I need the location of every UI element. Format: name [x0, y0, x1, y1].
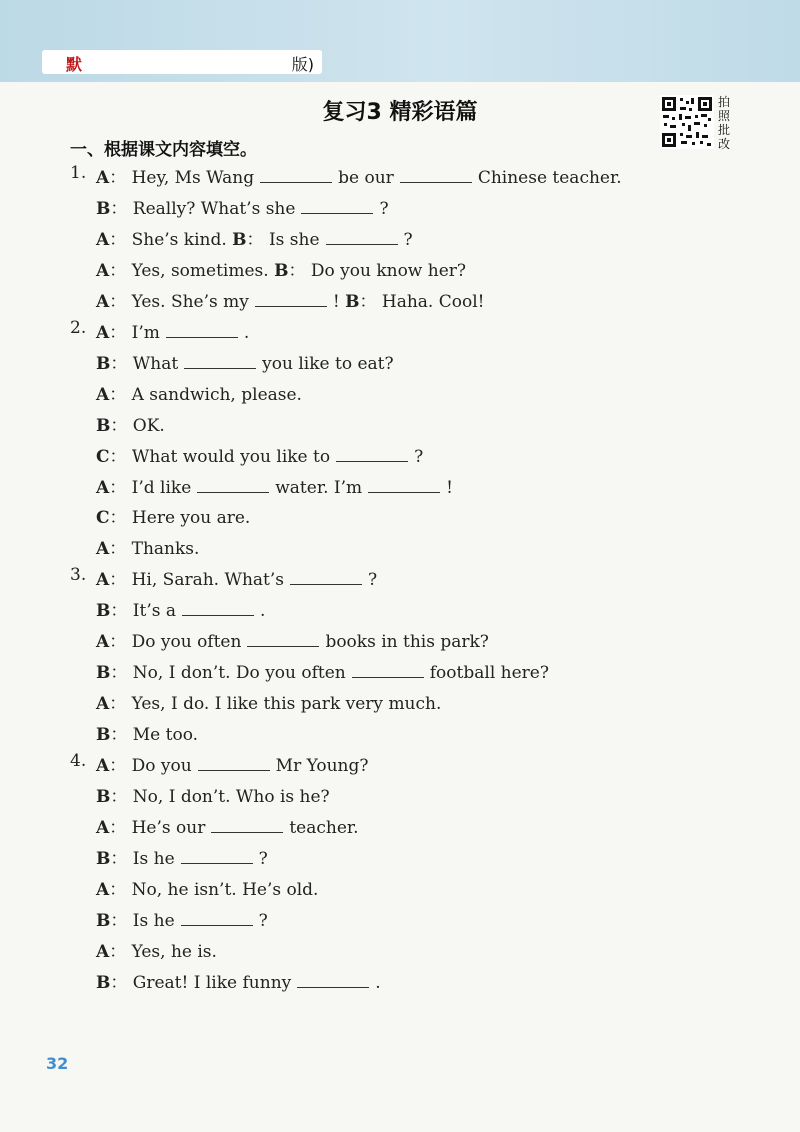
speaker-label: B [96, 725, 111, 746]
qr-code-icon[interactable] [660, 95, 714, 149]
speaker-label: A [96, 879, 110, 900]
dialogue-line [96, 658, 549, 683]
dialogue-line [96, 349, 394, 374]
dialogue-line [96, 751, 368, 776]
dialogue-line [96, 256, 466, 281]
header-label [42, 50, 322, 74]
speaker-label: C [96, 446, 110, 467]
line-text: ： [109, 817, 127, 838]
line-text: ： [109, 508, 127, 529]
line-text: ： [110, 415, 128, 436]
qr-caption-char: 批 [718, 123, 731, 137]
question-number: 1. [70, 163, 87, 183]
line-text: Yes, I do. I like this park very much. [126, 694, 442, 715]
line-text: ! [332, 291, 346, 312]
line-text: ? [368, 570, 378, 591]
speaker-label: B [96, 972, 111, 993]
line-text: be our [338, 168, 394, 188]
line-text: Haha. Cool! [376, 291, 485, 312]
dialogue-line [96, 503, 250, 528]
answer-blank[interactable] [211, 818, 283, 833]
line-text: books in this park? [325, 632, 489, 653]
dialogue-line [96, 720, 198, 745]
line-text: ： [109, 446, 127, 467]
qr-caption-char: 改 [718, 137, 731, 151]
dialogue-line [96, 596, 265, 621]
line-text: ： [109, 291, 127, 312]
question-number: 4. [70, 751, 87, 772]
dialogue-line [96, 287, 485, 312]
line-text: ? [258, 910, 268, 931]
line-text: ： [109, 229, 127, 250]
line-text: She’s kind. [126, 229, 233, 250]
line-text: ： [109, 384, 127, 405]
speaker-label: A [96, 477, 110, 498]
line-text: Is she [263, 229, 320, 250]
answer-blank[interactable] [326, 230, 398, 245]
header-left-text: 默 [66, 55, 83, 74]
dialogue-line [96, 813, 359, 838]
speaker-label: A [96, 322, 110, 343]
speaker-label: B [96, 910, 111, 931]
line-text: ： [110, 601, 128, 622]
line-text: Do you know her? [305, 260, 467, 281]
line-text: Yes. She’s my [126, 291, 249, 312]
dialogue-line [96, 968, 381, 993]
page-number: 32 [46, 1054, 69, 1073]
line-text: ： [109, 632, 127, 653]
qr-caption-char: 拍 [718, 95, 731, 109]
section-title: 一、根据课文内容填空。 [70, 140, 257, 160]
answer-blank[interactable] [255, 292, 327, 307]
line-text: ： [110, 972, 128, 993]
qr-caption-char: 照 [718, 109, 731, 123]
answer-blank[interactable] [290, 570, 362, 585]
line-text: you like to eat? [262, 353, 394, 374]
dialogue-line [96, 689, 441, 714]
question-number: 3. [70, 565, 87, 586]
speaker-label: C [96, 508, 110, 529]
line-text: Hey, Ms Wang [126, 168, 255, 188]
speaker-label: B [96, 848, 111, 869]
dialogue-line [96, 442, 423, 467]
answer-blank[interactable] [400, 168, 472, 183]
line-text: ： [110, 725, 128, 746]
answer-blank[interactable] [198, 756, 270, 771]
dialogue-line [96, 906, 268, 931]
dialogue-line [96, 627, 489, 652]
question-number: 2. [70, 317, 87, 338]
line-text: Is he [127, 910, 175, 931]
dialogue-line [96, 875, 318, 900]
dialogue-line [96, 225, 413, 250]
speaker-label: A [96, 229, 110, 250]
line-text: Really? What’s she [127, 198, 296, 219]
line-text: ： [109, 941, 127, 962]
speaker-label: A [96, 632, 110, 653]
line-text: Thanks. [126, 539, 200, 560]
speaker-label: A [96, 756, 110, 777]
line-text: football here? [429, 663, 549, 684]
line-text: I’m [126, 322, 160, 343]
line-text: water. I’m [275, 477, 363, 498]
answer-blank[interactable] [166, 323, 238, 338]
speaker-label: A [96, 694, 110, 715]
line-text: No, he isn’t. He’s old. [126, 879, 319, 900]
dialogue-line [96, 782, 330, 807]
line-text: It’s a [127, 601, 176, 622]
line-text: . [243, 322, 250, 343]
line-text: ： [109, 168, 127, 188]
answer-blank[interactable] [301, 199, 373, 214]
line-text: ? [403, 229, 413, 250]
line-text: ： [109, 477, 127, 498]
answer-blank[interactable] [181, 849, 253, 864]
speaker-label: A [96, 260, 110, 281]
speaker-label: A [96, 817, 110, 838]
speaker-label: B [96, 415, 111, 436]
line-text: teacher. [289, 817, 359, 838]
answer-blank[interactable] [368, 478, 440, 493]
answer-blank[interactable] [184, 354, 256, 369]
dialogue-line [96, 534, 199, 559]
answer-blank[interactable] [297, 973, 369, 988]
speaker-label: B [96, 601, 111, 622]
line-text: OK. [127, 415, 165, 436]
dialogue-line [96, 194, 389, 219]
answer-blank[interactable] [197, 478, 269, 493]
line-text: What would you like to [126, 446, 331, 467]
line-text: Is he [127, 848, 175, 869]
speaker-label: A [96, 291, 110, 312]
speaker-label: A [96, 539, 110, 560]
line-text: No, I don’t. Do you often [127, 663, 346, 684]
answer-blank[interactable] [247, 632, 319, 647]
line-text: ： [110, 663, 128, 684]
line-text: ? [414, 446, 424, 467]
line-text: What [127, 353, 179, 374]
line-text: ： [110, 787, 128, 807]
answer-blank[interactable] [336, 447, 408, 462]
line-text: ： [246, 229, 264, 250]
answer-blank[interactable] [182, 601, 254, 616]
page-title: 复习3 精彩语篇 [322, 100, 478, 125]
speaker-label: A [96, 570, 110, 591]
speaker-label: B [345, 291, 360, 312]
line-text: ： [109, 879, 127, 900]
line-text: He’s our [126, 817, 206, 838]
dialogue-line [96, 163, 622, 188]
line-text: Me too. [127, 725, 199, 746]
dialogue-line [96, 411, 165, 436]
speaker-label: B [96, 198, 111, 219]
line-text: ： [110, 910, 128, 931]
dialogue-line [96, 473, 453, 498]
dialogue-line [96, 380, 302, 405]
answer-blank[interactable] [181, 911, 253, 926]
line-text: I’d like [126, 477, 192, 498]
line-text: Do you [126, 756, 192, 777]
line-text: Great! I like funny [127, 972, 292, 993]
line-text: A sandwich, please. [126, 384, 302, 405]
answer-blank[interactable] [260, 168, 332, 183]
speaker-label: B [96, 787, 111, 807]
line-text: ： [109, 756, 127, 777]
dialogue-line [96, 844, 268, 869]
speaker-label: B [232, 229, 247, 250]
line-text: ： [109, 322, 127, 343]
line-text: Mr Young? [275, 756, 369, 777]
dialogue-line [96, 937, 217, 962]
line-text: Chinese teacher. [477, 168, 622, 188]
answer-blank[interactable] [352, 663, 424, 678]
line-text: Do you often [126, 632, 242, 653]
line-text: ： [110, 353, 128, 374]
line-text: ? [379, 198, 389, 219]
line-text: ： [110, 198, 128, 219]
line-text: ： [109, 260, 127, 281]
line-text: ： [109, 694, 127, 715]
line-text: Hi, Sarah. What’s [126, 570, 284, 591]
line-text: ： [288, 260, 306, 281]
line-text: ： [359, 291, 377, 312]
line-text: ? [258, 848, 268, 869]
speaker-label: A [96, 384, 110, 405]
speaker-label: B [274, 260, 289, 281]
line-text: Here you are. [126, 508, 251, 529]
speaker-label: A [96, 168, 110, 188]
speaker-label: A [96, 941, 110, 962]
qr-caption [718, 95, 736, 151]
dialogue-line [96, 318, 249, 343]
speaker-label: B [96, 353, 111, 374]
line-text: ： [109, 570, 127, 591]
line-text: Yes, sometimes. [126, 260, 275, 281]
line-text: ! [446, 477, 453, 498]
header-right-text: 版) [291, 55, 314, 74]
line-text: ： [109, 539, 127, 560]
line-text: ： [110, 848, 128, 869]
line-text: . [375, 972, 381, 993]
line-text: Yes, he is. [126, 941, 217, 962]
speaker-label: B [96, 663, 111, 684]
dialogue-line [96, 565, 377, 590]
line-text: . [260, 601, 266, 622]
line-text: No, I don’t. Who is he? [127, 787, 330, 807]
